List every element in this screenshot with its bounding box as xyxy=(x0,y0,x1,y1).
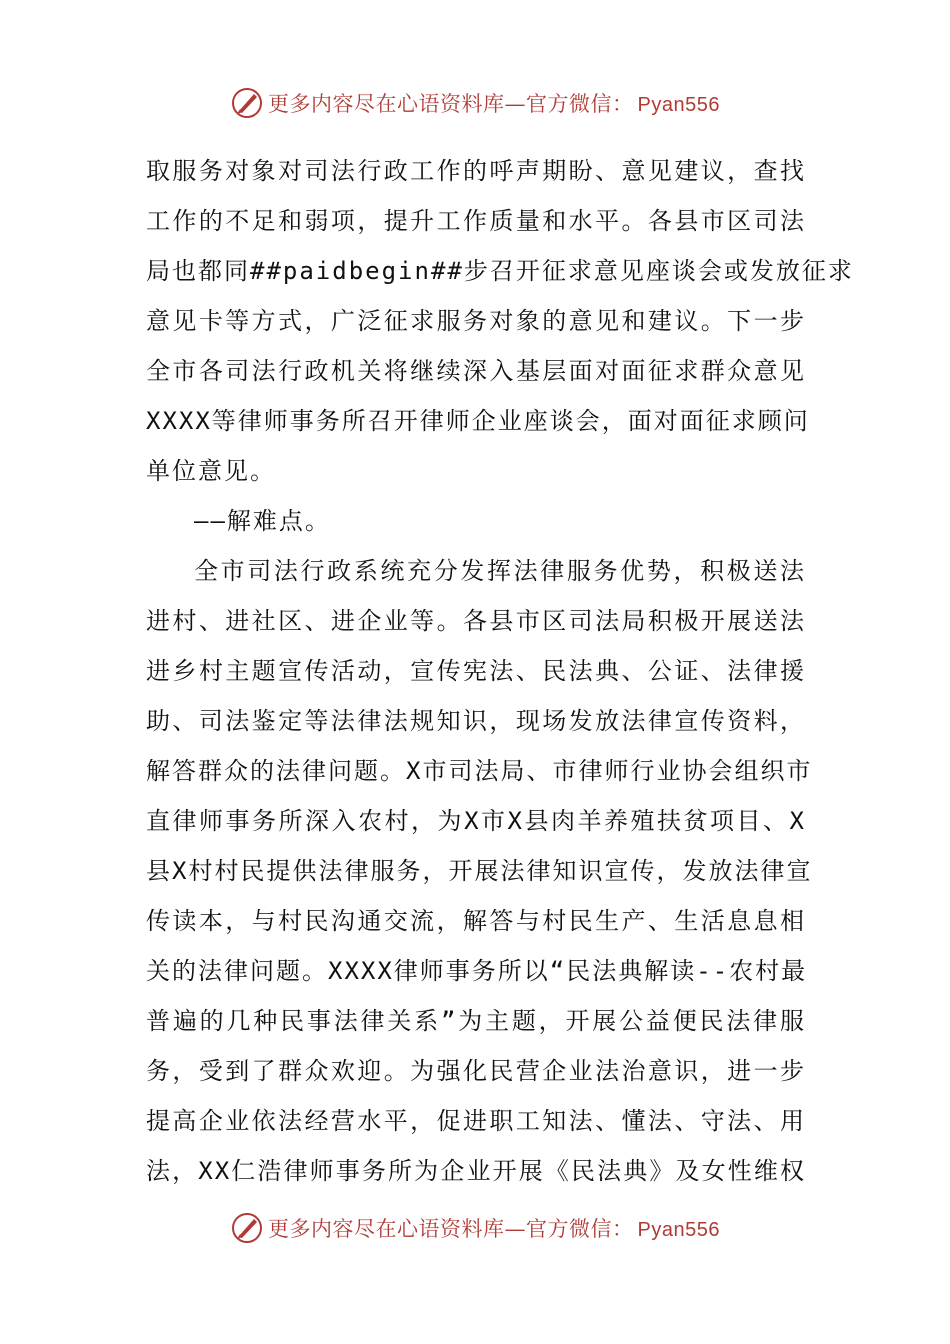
header-watermark xyxy=(0,78,950,128)
text-line: 解答群众的法律问题。X市司法局、市律师行业协会组织市 xyxy=(146,757,813,785)
text-line: 普遍的几种民事法律关系”为主题，开展公益便民法律服 xyxy=(146,1007,806,1035)
document-body xyxy=(146,146,854,1196)
text-line: 传读本，与村民沟通交流，解答与村民生产、生活息息相 xyxy=(146,907,806,935)
text-line: 提高企业依法经营水平，促进职工知法、懂法、守法、用 xyxy=(146,1107,806,1135)
text-line: 取服务对象对司法行政工作的呼声期盼、意见建议，查找 xyxy=(146,157,806,185)
text-line: 县X村村民提供法律服务，开展法律知识宣传，发放法律宣 xyxy=(146,857,813,885)
text-line: 务，受到了群众欢迎。为强化民营企业法治意识，进一步 xyxy=(146,1057,806,1085)
text-line: 进乡村主题宣传活动，宣传宪法、民法典、公证、法律援 xyxy=(146,657,806,685)
text-line: 关的法律问题。XXXX律师事务所以“民法典解读--农村最 xyxy=(146,957,808,985)
pen-logo-icon xyxy=(230,86,264,120)
text-line: XXXX等律师事务所召开律师企业座谈会，面对面征求顾问 xyxy=(146,407,810,435)
text-line: 意见卡等方式，广泛征求服务对象的意见和建议。下一步 xyxy=(146,307,806,335)
pen-logo-icon xyxy=(230,1211,264,1245)
text-line: 全市各司法行政机关将继续深入基层面对面征求群众意见 xyxy=(146,357,806,385)
text-line: 工作的不足和弱项，提升工作质量和水平。各县市区司法 xyxy=(146,207,806,235)
text-line: 进村、进社区、进企业等。各县市区司法局积极开展送法 xyxy=(146,607,806,635)
text-line: 单位意见。 xyxy=(146,457,276,485)
text-line: 局也都同##paidbegin##步召开征求意见座谈会或发放征求 xyxy=(146,257,854,285)
text-line: 直律师事务所深入农村，为X市X县肉羊养殖扶贫项目、X xyxy=(146,807,806,835)
text-line: 法，XX仁浩律师事务所为企业开展《民法典》及女性维权 xyxy=(146,1157,806,1185)
text-line: 助、司法鉴定等法律法规知识，现场发放法律宣传资料， xyxy=(146,707,806,735)
watermark-text: 更多内容尽在心语资料库—官方微信： Pyan556 xyxy=(268,92,720,116)
text-line: 全市司法行政系统充分发挥法律服务优势，积极送法 xyxy=(194,557,806,585)
watermark-text: 更多内容尽在心语资料库—官方微信： Pyan556 xyxy=(268,1217,720,1241)
footer-watermark xyxy=(0,1203,950,1253)
section-heading: ——解难点。 xyxy=(194,507,331,535)
